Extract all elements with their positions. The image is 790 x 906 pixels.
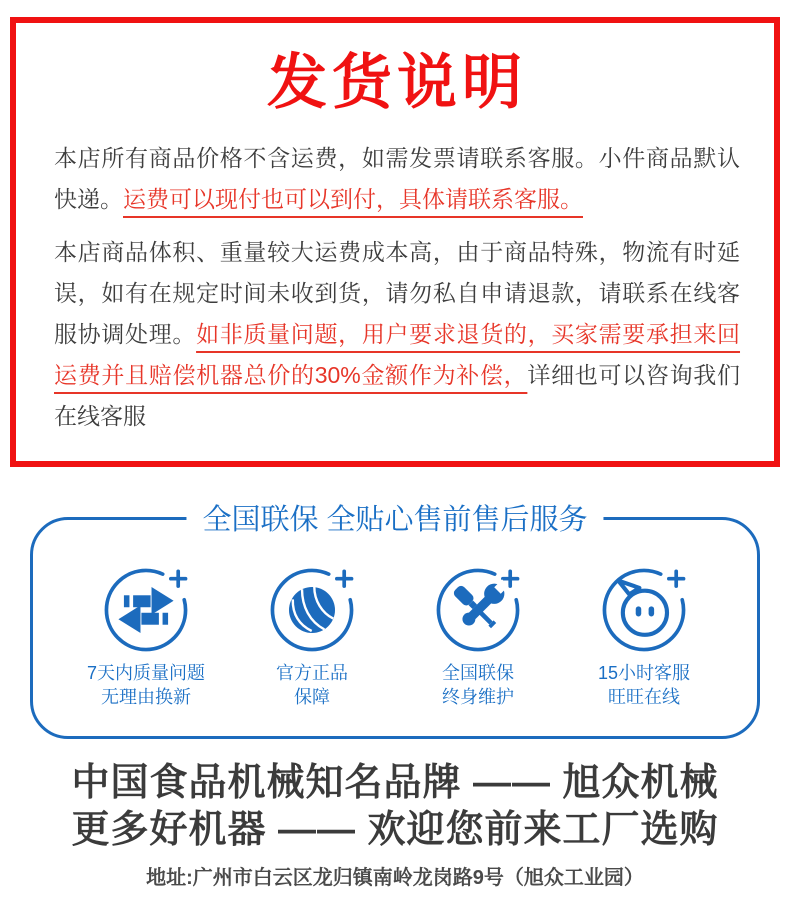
service-label [229,661,395,709]
service-label-line2: 保障 [294,686,330,707]
brand-headline-2: 更多好机器 —— 欢迎您前来工厂选购 [71,808,719,851]
shipping-paragraph-2 [54,232,740,437]
service-item-genuine [229,564,395,709]
service-label-line1: 7天内质量问题 [86,662,205,683]
service-item-warranty [395,564,561,709]
service-icons-row [33,520,757,709]
brand-footer [0,760,790,890]
shipping-p2-normal-end-text: 详细也可以咨询我们在线客服 [54,361,740,429]
service-label-line1: 全国联保 [442,662,514,683]
globe-icon [266,564,358,656]
service-label-line2: 旺旺在线 [608,686,680,707]
service-item-exchange [63,564,229,709]
wrench-screwdriver-icon [432,564,524,656]
shipping-p2-red-underlined-text: 如非质量问题，用户要求退货的，买家需要承担来回运费并且赔偿机器总价的30%金额作为补偿， [54,320,741,388]
factory-address: 地址:广州市白云区龙归镇南岭龙岗路9号（旭众工业园） [146,866,644,889]
shipping-title: 发货说明 [267,49,527,116]
service-label-line1: 官方正品 [276,662,348,683]
product-detail-page [0,17,790,906]
service-item-customer-service [561,564,727,709]
shipping-p2-normal-start-text: 本店商品体积、重量较大运费成本高，由于商品特殊，物流有时延误，如有在规定时间未收到货，请勿私自申请退款，请联系在线客服协调处理。 [54,238,740,347]
service-label [395,661,561,709]
shipping-paragraph-1 [54,138,740,220]
wangwang-face-icon [598,564,690,656]
shipping-notice-box [10,17,780,467]
service-label [63,661,229,709]
service-label-line1: 15小时客服 [597,662,691,683]
service-label [561,661,727,709]
brand-headline-1: 中国食品机械知名品牌 —— 旭众机械 [71,761,719,804]
warranty-services-box [30,503,760,739]
service-label-line2: 无理由换新 [101,686,191,707]
shipping-p1-red-underlined-text: 运费可以现付也可以到付，具体请联系客服。 [123,185,583,212]
exchange-arrows-icon [100,564,192,656]
shipping-p1-normal-text: 本店所有商品价格不含运费，如需发票请联系客服。小件商品默认快递。 [54,144,740,212]
service-label-line2: 终身维护 [442,686,514,707]
warranty-title: 全国联保 全贴心售前售后服务 [186,502,603,538]
